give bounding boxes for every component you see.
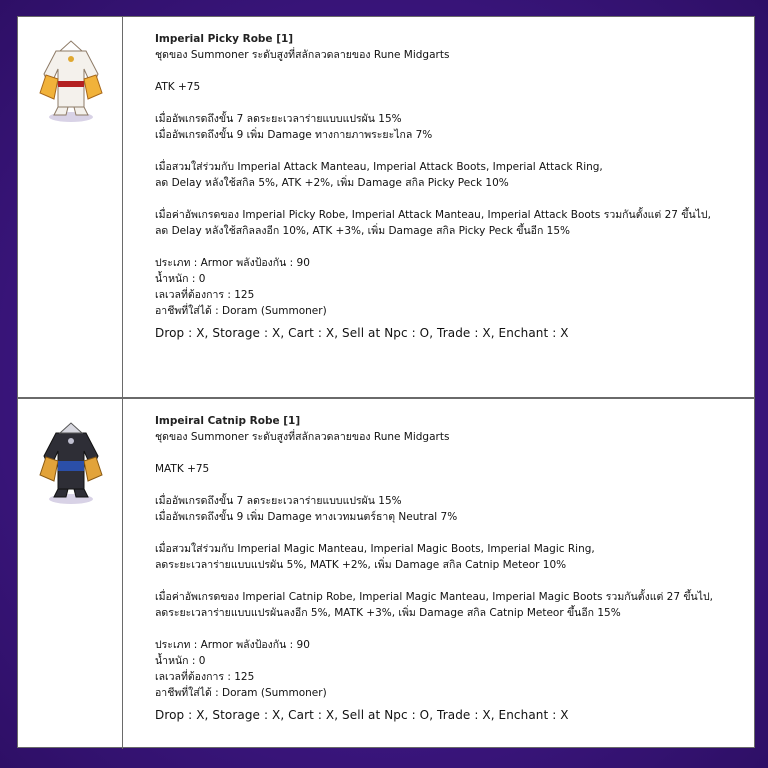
- item-image-cell: [18, 399, 123, 749]
- item-job: อาชีพที่ใส่ได้ : Doram (Summoner): [155, 687, 327, 699]
- item-table: [17, 16, 755, 748]
- set-bonus-1: เมื่อสวมใส่ร่วมกับ Imperial Attack Manteau, Imperial Attack Boots, Imperial Attack Ring,: [155, 161, 603, 173]
- item-image-cell: [18, 17, 123, 397]
- item-row-picky-robe: [18, 17, 754, 398]
- combo-bonus-1: เมื่อค่าอัพเกรดของ Imperial Catnip Robe, Imperial Magic Manteau, Imperial Magic Boots รวมกันตั้งแต่ 27 ขึ้นไป,: [155, 591, 713, 603]
- item-job: อาชีพที่ใส่ได้ : Doram (Summoner): [155, 305, 327, 317]
- item-trade-info: Drop : X, Storage : X, Cart : X, Sell at Npc : O, Trade : X, Enchant : X: [155, 708, 569, 722]
- item-trade-info: Drop : X, Storage : X, Cart : X, Sell at Npc : O, Trade : X, Enchant : X: [155, 326, 569, 340]
- item-title: Imperial Picky Robe [1]: [155, 33, 294, 45]
- item-weight: น้ำหนัก : 0: [155, 655, 206, 667]
- set-bonus-2: ลด Delay หลังใช้สกิล 5%, ATK +2%, เพิ่ม Damage สกิล Picky Peck 10%: [155, 177, 509, 189]
- refine-bonus-2: เมื่ออัพเกรดถึงขั้น 9 เพิ่ม Damage ทางกายภาพระยะไกล 7%: [155, 129, 433, 141]
- combo-bonus-2: ลดระยะเวลาร่ายแบบแปรผันลงอีก 5%, MATK +3%, เพิ่ม Damage สกิล Catnip Meteor ขึ้นอีก 15%: [155, 607, 621, 619]
- refine-bonus-2: เมื่ออัพเกรดถึงขั้น 9 เพิ่ม Damage ทางเวทมนตร์ธาตุ Neutral 7%: [155, 511, 458, 523]
- item-description: [155, 413, 744, 723]
- item-row-catnip-robe: [18, 398, 754, 749]
- combo-bonus-1: เมื่อค่าอัพเกรดของ Imperial Picky Robe, Imperial Attack Manteau, Imperial Attack Boots รวมกันตั้งแต่ 27 ขึ้นไป,: [155, 209, 711, 221]
- item-type: ประเภท : Armor พลังป้องกัน : 90: [155, 639, 310, 651]
- refine-bonus-1: เมื่ออัพเกรดถึงขั้น 7 ลดระยะเวลาร่ายแบบแปรผัน 15%: [155, 113, 402, 125]
- item-subtitle: ชุดของ Summoner ระดับสูงที่สลักลวดลายของ Rune Midgarts: [155, 431, 450, 443]
- set-bonus-2: ลดระยะเวลาร่ายแบบแปรผัน 5%, MATK +2%, เพิ่ม Damage สกิล Catnip Meteor 10%: [155, 559, 567, 571]
- item-level: เลเวลที่ต้องการ : 125: [155, 289, 255, 301]
- item-type: ประเภท : Armor พลังป้องกัน : 90: [155, 257, 310, 269]
- set-bonus-1: เมื่อสวมใส่ร่วมกับ Imperial Magic Manteau, Imperial Magic Boots, Imperial Magic Ring,: [155, 543, 595, 555]
- item-subtitle: ชุดของ Summoner ระดับสูงที่สลักลวดลายของ Rune Midgarts: [155, 49, 450, 61]
- black-gold-robe-icon: [36, 411, 106, 511]
- item-level: เลเวลที่ต้องการ : 125: [155, 671, 255, 683]
- white-gold-robe-icon: [36, 29, 106, 129]
- item-title: Impeiral Catnip Robe [1]: [155, 415, 301, 427]
- item-stat: MATK +75: [155, 463, 210, 475]
- item-weight: น้ำหนัก : 0: [155, 273, 206, 285]
- refine-bonus-1: เมื่ออัพเกรดถึงขั้น 7 ลดระยะเวลาร่ายแบบแปรผัน 15%: [155, 495, 402, 507]
- item-description: [155, 31, 744, 341]
- combo-bonus-2: ลด Delay หลังใช้สกิลลงอีก 10%, ATK +3%, เพิ่ม Damage สกิล Picky Peck ขึ้นอีก 15%: [155, 225, 570, 237]
- item-stat: ATK +75: [155, 81, 201, 93]
